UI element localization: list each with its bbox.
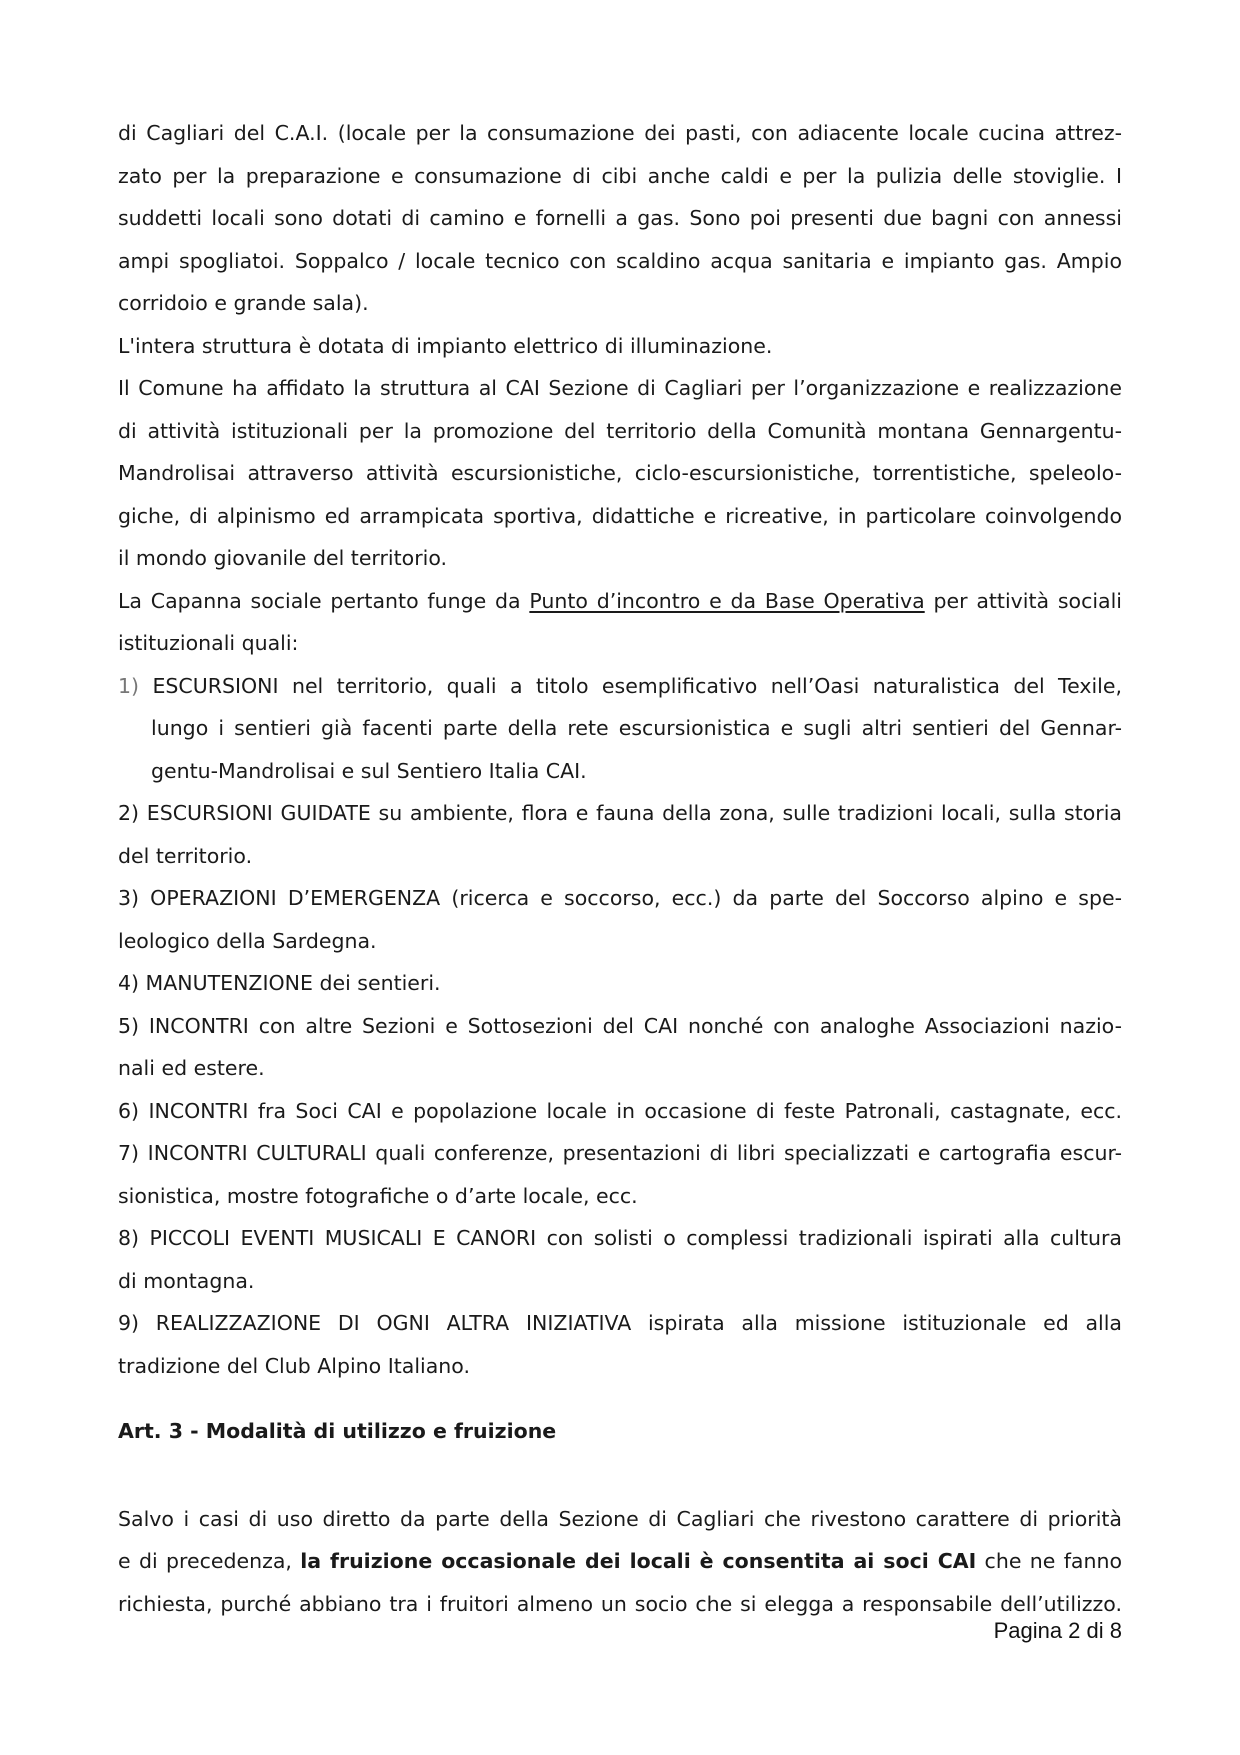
text-line: richiesta, purché abbiano tra i fruitori almeno un socio che si elegga a responsabile dell’utilizzo.	[118, 1591, 1122, 1616]
text-run: per attività sociali	[924, 588, 1122, 613]
spacer	[118, 1387, 1122, 1410]
text-line	[118, 580, 1122, 623]
list-item-1	[118, 665, 1122, 708]
paragraph-art3-usage	[118, 1498, 1122, 1626]
text-line	[118, 1540, 1122, 1583]
text-line: sionistica, mostre fotografiche o d’arte locale, ecc.	[118, 1183, 638, 1208]
text-line: istituzionali quali:	[118, 631, 299, 655]
text-line: Mandrolisai attraverso attività escursionistiche, ciclo-escursionistiche, torrentistiche, speleolo-	[118, 461, 1122, 485]
text-run: La Capanna sociale pertanto funge da	[118, 588, 530, 613]
page-number: Pagina 2 di 8	[993, 1618, 1122, 1643]
text-line: il mondo giovanile del territorio.	[118, 546, 448, 570]
underlined-phrase: Punto d’incontro e da Base Operativa	[529, 588, 925, 613]
text-line: gentu-Mandrolisai e sul Sentiero Italia CAI.	[151, 758, 587, 783]
text-line: Salvo i casi di uso diretto da parte della Sezione di Cagliari che rivestono carattere di priorità	[118, 1506, 1122, 1531]
activities-list	[118, 665, 1122, 1388]
text-line: tradizione del Club Alpino Italiano.	[118, 1353, 470, 1378]
text-line: zato per la preparazione e consumazione di cibi anche caldi e per la pulizia delle stoviglie. I	[118, 163, 1122, 188]
bold-phrase: la fruizione occasionale dei locali è consentita ai soci CAI	[300, 1549, 977, 1573]
text-line: leologico della Sardegna.	[118, 928, 377, 953]
text-line: giche, di alpinismo ed arrampicata sportiva, didattiche e ricreative, in particolare coinvolgendo	[118, 503, 1122, 528]
text-line: di attività istituzionali per la promozione del territorio della Comunità montana Gennargentu-	[118, 418, 1122, 443]
list-item-5: 5) INCONTRI con altre Sezioni e Sottosezioni del CAI nonché con analoghe Associazioni nazio-	[118, 1013, 1122, 1038]
text-line: ampi spogliatoi. Soppalco / locale tecnico con scaldino acqua sanitaria e impianto gas. Ampio	[118, 248, 1122, 273]
document-page	[118, 112, 1122, 1625]
paragraph-premises-description	[118, 112, 1122, 325]
list-item-3: 3) OPERAZIONI D’EMERGENZA (ricerca e soccorso, ecc.) da parte del Soccorso alpino e spe-	[118, 886, 1122, 910]
section-heading-art3: Art. 3 - Modalità di utilizzo e fruizione	[118, 1419, 557, 1443]
text-run: che ne fanno	[976, 1549, 1123, 1573]
list-item-8: 8) PICCOLI EVENTI MUSICALI E CANORI con solisti o complessi tradizionali ispirati alla cultura	[118, 1226, 1122, 1250]
paragraph-meeting-point	[118, 580, 1122, 665]
text-line: nali ed estere.	[118, 1056, 265, 1080]
text-run: e di precedenza,	[118, 1549, 301, 1573]
text-line: di Cagliari del C.A.I. (locale per la consumazione dei pasti, con adiacente locale cucina attrez-	[118, 121, 1122, 145]
list-item-6: 6) INCONTRI fra Soci CAI e popolazione locale in occasione di feste Patronali, castagnate, ecc.	[118, 1098, 1122, 1123]
text-run: ESCURSIONI nel territorio, quali a titolo esemplificativo nell’Oasi naturalistica del Texile,	[152, 673, 1122, 698]
list-item-4: 4) MANUTENZIONE dei sentieri.	[118, 971, 441, 995]
list-item-2: 2) ESCURSIONI GUIDATE su ambiente, flora e fauna della zona, sulle tradizioni locali, sulla storia	[118, 801, 1122, 825]
spacer	[118, 1453, 1122, 1498]
text-line: suddetti locali sono dotati di camino e fornelli a gas. Sono poi presenti due bagni con annessi	[118, 206, 1122, 230]
text-line: di montagna.	[118, 1268, 255, 1293]
list-item-9: 9) REALIZZAZIONE DI OGNI ALTRA INIZIATIVA ispirata alla missione istituzionale ed alla	[118, 1311, 1122, 1335]
list-item-7: 7) INCONTRI CULTURALI quali conferenze, presentazioni di libri specializzati e cartografia escur-	[118, 1141, 1122, 1165]
paragraph-electrical-system: L'intera struttura è dotata di impianto elettrico di illuminazione.	[118, 333, 773, 358]
text-line: corridoio e grande sala).	[118, 291, 369, 315]
paragraph-assignment	[118, 367, 1122, 580]
list-number: 1)	[118, 673, 140, 698]
text-line: lungo i sentieri già facenti parte della rete escursionistica e sugli altri sentieri del Gennar-	[151, 716, 1122, 740]
text-line: Il Comune ha affidato la struttura al CAI Sezione di Cagliari per l’organizzazione e realizzazione	[118, 376, 1122, 400]
text-line: del territorio.	[118, 843, 253, 868]
